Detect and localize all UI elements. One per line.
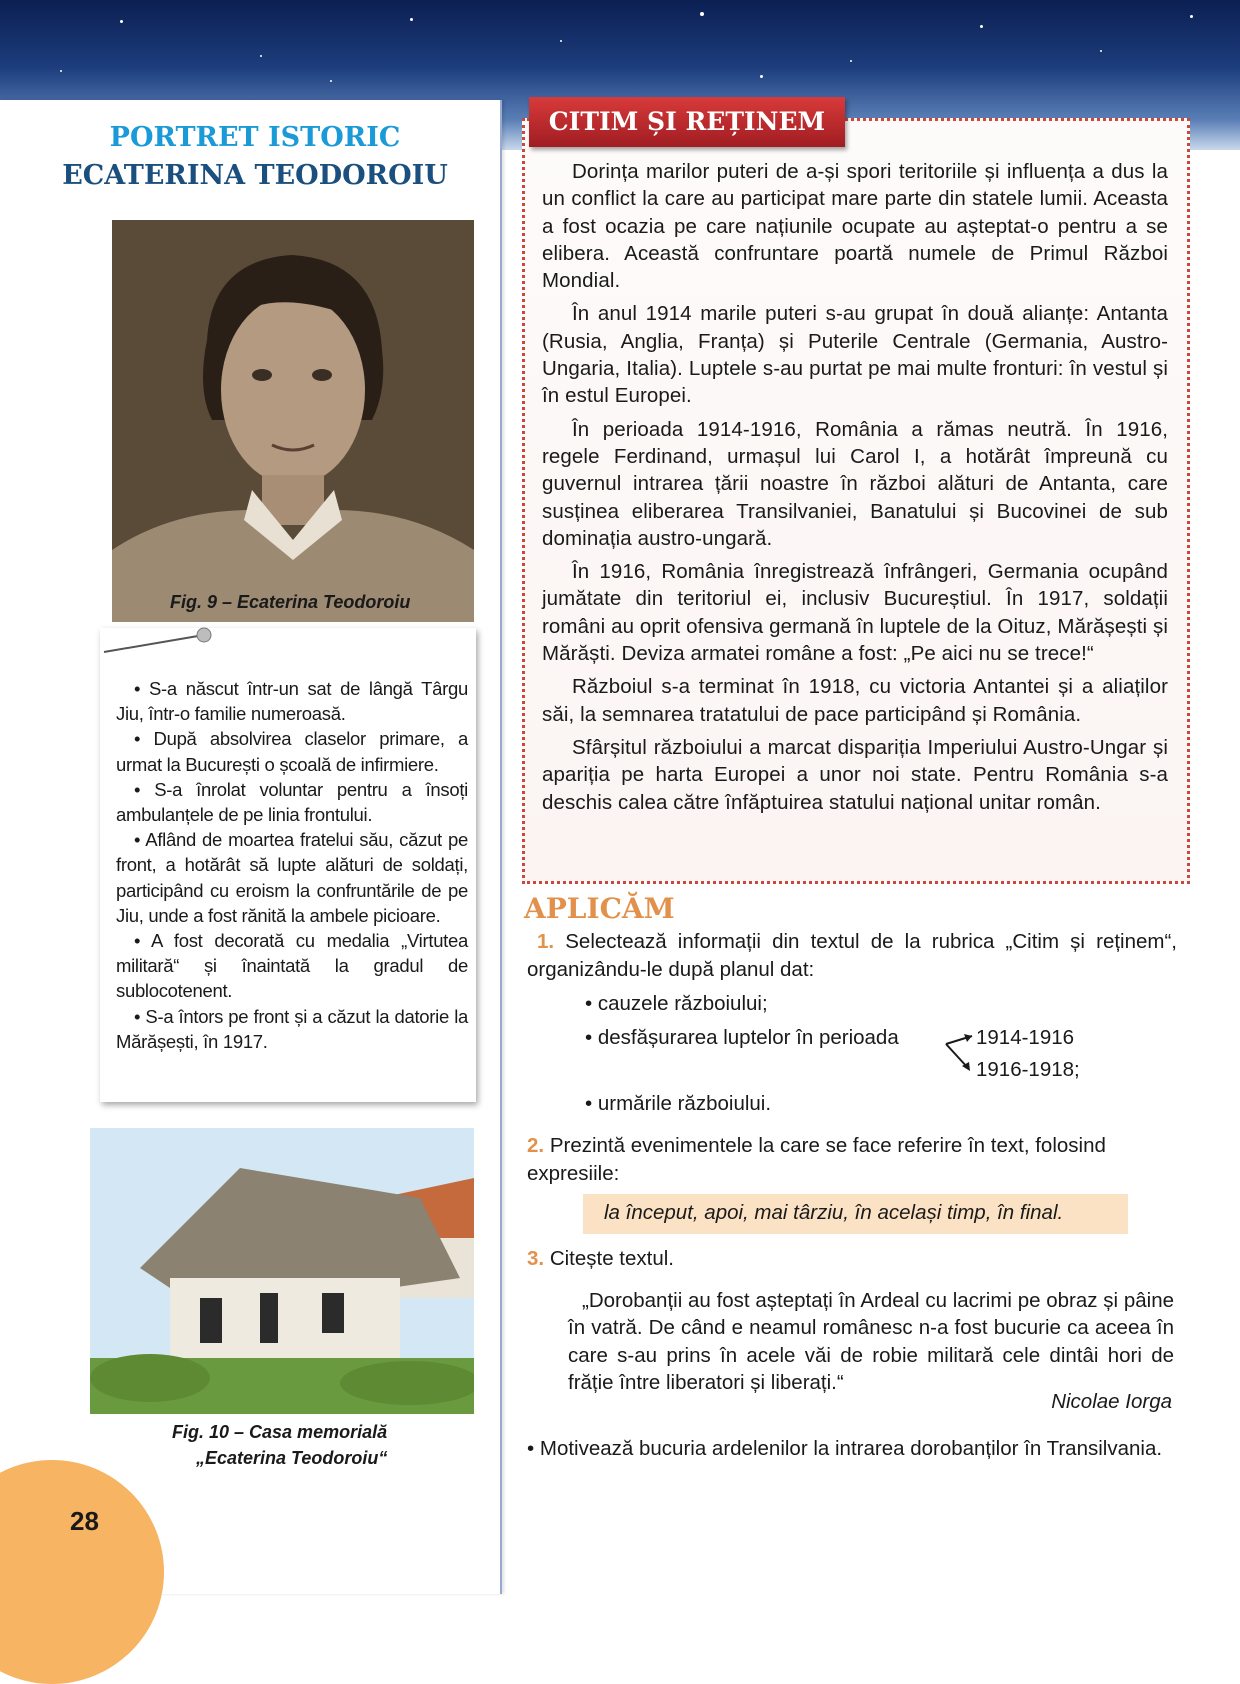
- task-2-number: 2.: [527, 1134, 545, 1157]
- task-1: [527, 928, 1177, 983]
- reading-paragraph: În anul 1914 marile puteri s-au grupat în două alianțe: Antanta (Rusia, Anglia, Franța) și Puterile Centrale (Germania, Austro-Ungaria, Italia). Luptele s-au purtat pe mai multe fronturi: în vestul și în estul Europei.: [542, 302, 1168, 408]
- reading-text: [542, 158, 1168, 822]
- portrait-illustration: [112, 220, 474, 622]
- quote-author: Nicolae Iorga: [1051, 1390, 1172, 1413]
- task-1-number: 1.: [537, 930, 555, 953]
- panel-title-line1: PORTRET ISTORIC: [109, 122, 401, 153]
- quote-text: „Dorobanții au fost așteptați în Ardeal cu lacrimi pe obraz și pâine în vatră. De când e neamul românesc n-a fost bucurie ca aceea în care s-au prins în acele văi de robie militară cele dintâi hori de frăție între liberatori și liberați.“: [568, 1289, 1174, 1394]
- task-2-text: Prezintă evenimentele la care se face referire în text, folosind expresiile:: [527, 1134, 1106, 1185]
- bio-bullet: • A fost decorată cu medalia „Virtutea militară“ și înaintată la gradul de sublocotenent.: [116, 930, 468, 1002]
- reading-paragraph: În perioada 1914-1916, România a rămas neutră. În 1916, regele Ferdinand, urmașul lui Carol I, a hotărât împreună cu guvernul intrarea țării noastre în război alături de Antanta, care susținea eliberarea Transilvaniei, Banatului și Bucovinei de sub dominația austro-ungară.: [542, 417, 1168, 550]
- period-1914-1916: 1914-1916: [976, 1026, 1075, 1049]
- reading-paragraph: Dorința marilor puteri de a-și spori teritoriile și influența a dus la un conflict la care au participat mare parte din statele lumii. Aceasta a fost ocazia pe care națiunile ocupate au așteptat-o pentru a se elibera. Această confruntare poartă numele de Primul Război Mondial.: [542, 160, 1168, 293]
- period-1916-1918: 1916-1918;: [976, 1058, 1080, 1081]
- bio-bullet: • După absolvirea claselor primare, a urmat la București o școală de infirmiere.: [116, 728, 468, 775]
- fig10-caption-line1: Fig. 10 – Casa memorială: [172, 1422, 388, 1442]
- memorial-house-photo: [90, 1128, 474, 1414]
- task-1-text: Selectează informații din textul de la rubrica „Citim și reținem“, organizându-le după planul dat:: [527, 930, 1177, 981]
- exercises-heading: APLICĂM: [524, 892, 675, 925]
- branch-arrows-icon: [944, 1030, 978, 1076]
- plan-item-battles: • desfășurarea luptelor în perioada: [585, 1026, 899, 1049]
- final-task: • Motivează bucuria ardelenilor la intrarea dorobanților în Transilvania.: [527, 1437, 1163, 1460]
- expressions-text: la început, apoi, mai târziu, în același timp, în final.: [604, 1201, 1064, 1224]
- bio-bullet: • Aflând de moartea fratelui său, căzut pe front, a hotărât să lupte alături de soldați, participând cu eroism la confruntările de pe Jiu, unde a fost rănită la ambele picioare.: [116, 829, 468, 926]
- page-number: 28: [70, 1506, 99, 1536]
- bio-bullet: • S-a născut într-un sat de lângă Târgu Jiu, într-o familie numeroasă.: [116, 678, 468, 725]
- biography-note-card: [100, 628, 476, 1102]
- task-3: [527, 1245, 1177, 1273]
- bio-bullet: • S-a înrolat voluntar pentru a însoți ambulanțele de pe linia frontului.: [116, 778, 468, 826]
- biography-bullets: [116, 676, 468, 1054]
- task-3-text: Citește textul.: [549, 1247, 675, 1270]
- reading-box-heading: CITIM ȘI REȚINEM: [529, 97, 845, 147]
- pin-icon: [100, 624, 230, 664]
- plan-item-causes: • cauzele războiului;: [585, 992, 768, 1015]
- reading-paragraph: În 1916, România înregistrează înfrângeri, Germania ocupând jumătate din teritoriul ei, inclusiv Bucureștiul. În 1917, soldații români au oprit ofensiva germană în luptele de la Oituz, Mărășești și Mărăști. Deviza armatei române a fost: „Pe aici nu se trece!“: [542, 560, 1168, 666]
- bio-bullet: • S-a întors pe front și a căzut la datorie la Mărășești, în 1917.: [116, 1005, 468, 1052]
- panel-title-line2: ECATERINA TEODOROIU: [62, 160, 448, 191]
- reading-paragraph: Sfârșitul războiului a marcat dispariția Imperiului Austro-Ungar și apariția pe harta Europei a unor noi state. Pentru România s-a deschis calea către înfăptuirea statului național unitar român.: [542, 735, 1168, 814]
- reading-paragraph: Războiul s-a terminat în 1918, cu victoria Antantei și a aliaților săi, la semnarea tratatului de pace participând și România.: [542, 675, 1168, 726]
- fig10-caption-line2: „Ecaterina Teodoroiu“: [196, 1448, 388, 1468]
- portrait-photo: [112, 220, 474, 622]
- house-illustration: [90, 1128, 474, 1414]
- plan-item-consequences: • urmările războiului.: [585, 1092, 772, 1115]
- task-2: [527, 1132, 1177, 1187]
- iorga-quote: [568, 1287, 1174, 1396]
- task-3-number: 3.: [527, 1247, 545, 1270]
- fig9-caption: Fig. 9 – Ecaterina Teodoroiu: [170, 592, 411, 612]
